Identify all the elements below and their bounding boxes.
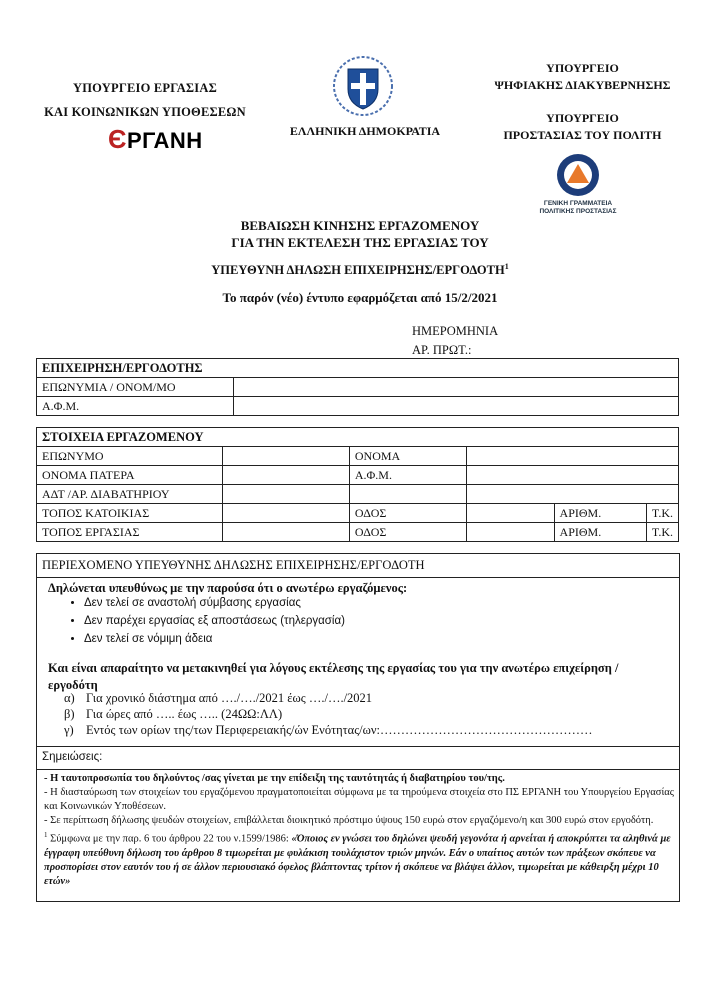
civil-protection-logo-icon — [548, 152, 608, 198]
work-place-field[interactable] — [222, 523, 349, 542]
option-text[interactable]: Για ώρες από ….. έως ….. (24ΩΩ:ΛΛ) — [86, 707, 283, 721]
father-name-label: ΟΝΟΜΑ ΠΑΤΕΡΑ — [37, 466, 223, 485]
footnote-intro: Σύμφωνα με την παρ. 6 του άρθρου 22 του ν.1599/1986: — [47, 833, 292, 845]
footnote-legal — [44, 828, 676, 889]
ministry-labour — [30, 76, 260, 124]
father-name-field[interactable] — [222, 466, 349, 485]
option-key: γ) — [64, 723, 74, 737]
document-title-line1: ΒΕΒΑΙΩΣΗ ΚΙΝΗΣΗΣ ΕΡΓΑΖΟΜΕΝΟΥ — [240, 218, 480, 233]
residence-street-field[interactable] — [466, 504, 554, 523]
residence-label: ΤΟΠΟΣ ΚΑΤΟΙΚΙΑΣ — [37, 504, 223, 523]
date-protocol-block — [412, 322, 498, 360]
list-item: • Δεν παρέχει εργασίας εξ αποστάσεως (τηλεργασία) — [84, 612, 345, 630]
civil-protection-line2: ΠΟΛΙΤΙΚΗΣ ΠΡΟΣΤΑΣΙΑΣ — [539, 208, 617, 215]
document-title — [150, 217, 570, 251]
ministry-digital-line1: ΥΠΟΥΡΓΕΙΟ — [546, 61, 619, 75]
footnote-number: 1 — [44, 831, 48, 839]
greek-emblem-icon — [332, 55, 394, 117]
residence-field[interactable] — [222, 504, 349, 523]
residence-postcode-label: Τ.Κ. — [646, 504, 678, 523]
declaration-bullets — [64, 594, 345, 648]
employer-name-field[interactable] — [234, 378, 679, 397]
work-street-label: ΟΔΟΣ — [349, 523, 466, 542]
footnote-quote: «Όποιος εν γνώσει του δηλώνει ψευδή γεγονότα ή αρνείται ή αποκρύπτει τα αληθινά με έγγραφη υπεύθυνη δήλωση του άρθρου 8 τιμωρείται με φυλάκιση τουλάχιστον τριών μηνών. Εάν ο υπαίτιος αυτών των πράξεων σκόπευε να προσπορίσει στον εαυτόν του ή σε άλλον περιουσιακό όφελος βλάπτοντας τρίτον ή σκόπευε να βλάψει άλλον, τιμωρείται με κάθειρξη μέχρι 10 ετών» — [44, 833, 671, 887]
surname-label: ΕΠΩΝΥΜΟ — [37, 447, 223, 466]
declaration-content-heading: ΠΕΡΙΕΧΟΜΕΝΟ ΥΠΕΥΘΥΝΗΣ ΔΗΛΩΣΗΣ ΕΠΙΧΕΙΡΗΣΗΣ/ΕΡΓΟΔΟΤΗ — [42, 558, 425, 572]
date-label: ΗΜΕΡΟΜΗΝΙΑ — [412, 324, 499, 338]
civil-protection-line1: ΓΕΝΙΚΗ ΓΡΑΜΜΑΤΕΙΑ — [543, 200, 613, 207]
work-number-label: ΑΡΙΘΜ. — [554, 523, 646, 542]
ergani-logo: ЄΡΓΑΝΗ — [108, 124, 203, 154]
ministry-citizen-line1: ΥΠΟΥΡΓΕΙΟ — [546, 111, 619, 125]
movement-options — [64, 690, 592, 738]
option-text[interactable]: Για χρονικό διάστημα από …./…./2021 έως …./…./2021 — [86, 691, 373, 705]
employee-afm-field[interactable] — [466, 466, 678, 485]
employee-afm-label: Α.Φ.Μ. — [349, 466, 466, 485]
name-label: ΟΝΟΜΑ — [349, 447, 466, 466]
ministry-citizen-line2: ΠΡΟΣΤΑΣΙΑΣ ΤΟΥ ΠΟΛΙΤΗ — [503, 128, 662, 142]
civil-protection-label — [528, 200, 628, 216]
option-period — [64, 690, 592, 706]
note-crosscheck: - Η διασταύρωση των στοιχείων του εργαζόμενου πραγματοποιείται σύμφωνα με τα τηρούμενα στοιχεία στο ΠΣ ΕΡΓΑΝΗ του Υπουργείου Εργασίας και Κοινωνικών Υποθέσεων. — [44, 787, 674, 812]
hellenic-republic-label: ΕΛΛΗΝΙΚΗ ΔΗΜΟΚΡΑΤΙΑ — [289, 124, 441, 138]
ministry-labour-line2: ΚΑΙ ΚΟΙΝΩΝΙΚΩΝ ΥΠΟΘΕΣΕΩΝ — [44, 105, 246, 119]
protocol-number-label: ΑΡ. ΠΡΩΤ.: — [412, 343, 472, 357]
id-passport-label: ΑΔΤ /ΑΡ. ΔΙΑΒΑΤΗΡΙΟΥ — [37, 485, 223, 504]
work-postcode-label: Τ.Κ. — [646, 523, 678, 542]
employer-heading: ΕΠΙΧΕΙΡΗΣΗ/ΕΡΓΟΔΟΤΗΣ — [37, 359, 679, 378]
work-place-label: ΤΟΠΟΣ ΕΡΓΑΣΙΑΣ — [37, 523, 223, 542]
id-passport-empty-2[interactable] — [466, 485, 678, 504]
document-subtitle — [150, 262, 570, 278]
name-field[interactable] — [466, 447, 678, 466]
subtitle-footnote-mark: 1 — [504, 262, 509, 271]
id-passport-empty[interactable] — [349, 485, 466, 504]
list-item: • Δεν τελεί σε αναστολή σύμβασης εργασίας — [84, 594, 345, 612]
ministry-labour-line1: ΥΠΟΥΡΓΕΙΟ ΕΡΓΑΣΙΑΣ — [73, 81, 217, 95]
divider — [36, 769, 679, 770]
option-regions — [64, 722, 592, 738]
subtitle-text: ΥΠΕΥΘΥΝΗ ΔΗΛΩΣΗ ΕΠΙΧΕΙΡΗΣΗΣ/ΕΡΓΟΔΟΤΗ — [211, 263, 505, 278]
declaration-statement: Δηλώνεται υπευθύνως με την παρούσα ότι ο ανωτέρω εργαζόμενος: — [48, 581, 408, 595]
work-street-field[interactable] — [466, 523, 554, 542]
residence-number-label: ΑΡΙΘΜ. — [554, 504, 646, 523]
document-title-line2: ΓΙΑ ΤΗΝ ΕΚΤΕΛΕΣΗ ΤΗΣ ΕΡΓΑΣΙΑΣ ΤΟΥ — [231, 235, 489, 250]
option-hours — [64, 706, 592, 722]
id-passport-field[interactable] — [222, 485, 349, 504]
employer-afm-field[interactable] — [234, 397, 679, 416]
movement-necessity-statement: Και είναι απαραίτητο να μετακινηθεί για λόγους εκτέλεσης της εργασίας του για την ανωτέρω επιχείρηση / εργοδότη — [48, 661, 619, 692]
option-text[interactable]: Εντός των ορίων της/των Περιφερειακής/ών Ενότητας/ων:…………………………………………… — [86, 723, 593, 737]
notes-label: Σημειώσεις: — [42, 751, 103, 763]
option-key: β) — [64, 707, 75, 721]
residence-street-label: ΟΔΟΣ — [349, 504, 466, 523]
employer-afm-label: Α.Φ.Μ. — [37, 397, 234, 416]
employer-table — [36, 358, 679, 416]
notes-block — [44, 772, 676, 889]
divider — [36, 577, 679, 578]
list-item: • Δεν τελεί σε νόμιμη άδεια — [84, 630, 345, 648]
validity-notice: Το παρόν (νέο) έντυπο εφαρμόζεται από 15/2/2021 — [222, 290, 498, 305]
note-identity: - Η ταυτοπροσωπία του δηλούντος /σας γίνεται με την επίδειξη της ταυτότητάς ή διαβατηρίου του/της. — [44, 773, 505, 784]
employer-name-label: ΕΠΩΝΥΜΙΑ / ΟΝΟΜ/ΜΟ — [37, 378, 234, 397]
employee-table — [36, 427, 679, 542]
surname-field[interactable] — [222, 447, 349, 466]
employee-heading: ΣΤΟΙΧΕΙΑ ΕΡΓΑΖΟΜΕΝΟΥ — [37, 428, 679, 447]
ministry-digital-line2: ΨΗΦΙΑΚΗΣ ΔΙΑΚΥΒΕΡΝΗΣΗΣ — [494, 78, 671, 92]
note-penalty: - Σε περίπτωση δήλωσης ψευδών στοιχείων, επιβάλλεται διοικητικό πρόστιμο ύψους 150 ευρώ στον εργαζόμενο/η και 300 ευρώ στον εργοδότη. — [44, 815, 654, 826]
option-key: α) — [64, 691, 75, 705]
ministries-right — [470, 60, 695, 144]
divider — [36, 746, 679, 747]
